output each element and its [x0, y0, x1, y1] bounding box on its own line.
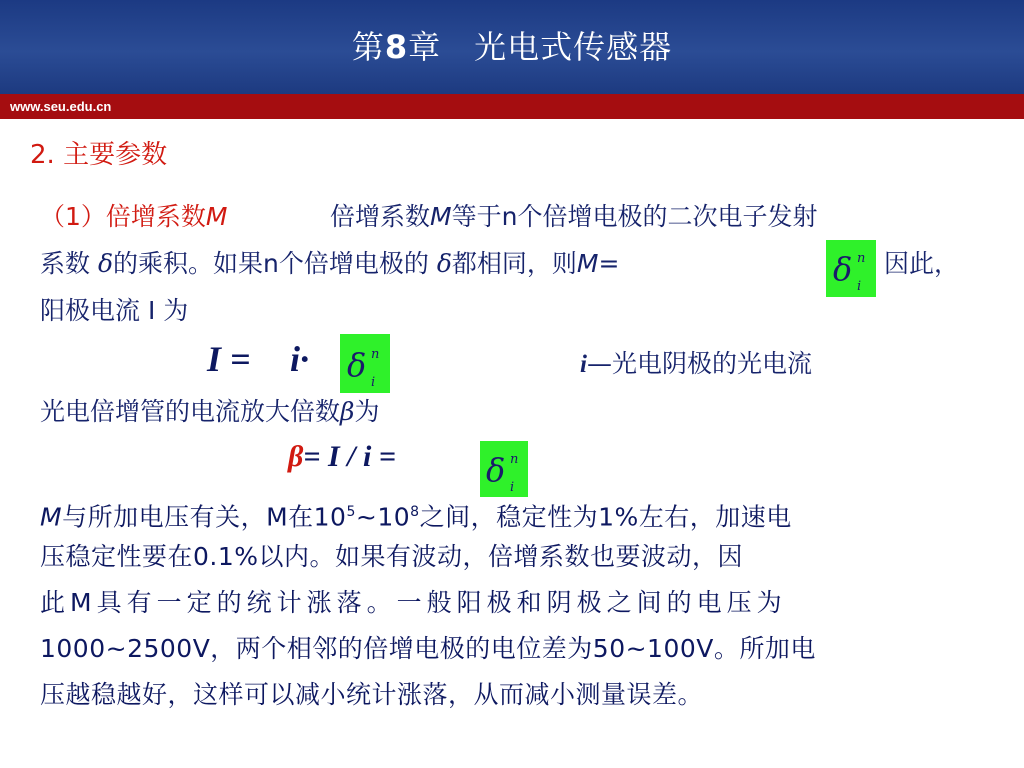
- chapter-number: 8: [384, 28, 409, 66]
- gain-definition: [330, 202, 817, 232]
- delta-base: δ: [486, 451, 506, 489]
- line2-d: 因此，: [884, 249, 960, 278]
- delta-symbol-2: δ: [436, 249, 452, 278]
- delta-base: δ: [347, 346, 367, 384]
- delta-power-box-3: [480, 441, 528, 497]
- amp-text: 光电倍增管的电流放大倍数: [40, 397, 341, 426]
- delta-sub: i: [857, 279, 862, 294]
- amp-beta: β: [340, 397, 355, 426]
- paragraph-line-1: [40, 497, 990, 532]
- para-sup-8: 8: [410, 504, 420, 520]
- amp-suffix: 为: [354, 397, 380, 426]
- note-text: —光电阴极的光电流: [586, 349, 812, 378]
- gain-line-3: 阳极电流 I 为: [40, 296, 189, 325]
- title-prefix: 第: [351, 28, 385, 66]
- line2-eq: =: [598, 249, 620, 278]
- formula-gain-rest: = I / i =: [303, 440, 396, 473]
- delta-symbol-1: δ: [97, 249, 114, 278]
- paragraph-line-2: 压稳定性要在0.1%以内。如果有波动，倍增系数也要波动，因: [40, 542, 744, 571]
- formula-current-rhs: i·: [290, 339, 310, 379]
- delta-base: δ: [833, 250, 853, 288]
- para-sup-5: 5: [346, 504, 356, 520]
- section-heading: 2. 主要参数: [30, 140, 168, 170]
- delta-power-formula: [340, 334, 390, 393]
- para-l1-c: 之间，稳定性为1%左右，加速电: [419, 502, 792, 532]
- delta-sup: n: [371, 347, 380, 362]
- formula-beta: β: [288, 440, 304, 473]
- delta-sub: i: [510, 480, 515, 495]
- line2-b: 的乘积。如果n个倍增电极的: [113, 249, 429, 278]
- paragraph-line-3: 此M具有一定的统计涨落。一般阳极和阴极之间的电压为: [40, 588, 787, 617]
- gain-label-m: M: [205, 202, 228, 231]
- page-title: [0, 0, 1024, 94]
- paragraph-line-4: 1000~2500V，两个相邻的倍增电极的电位差为50~100V。所加电: [40, 634, 816, 663]
- delta-sup: n: [857, 251, 866, 266]
- url-bar: [0, 94, 1024, 119]
- line2-a: 系数: [40, 249, 91, 278]
- gain-line-1: [40, 202, 228, 232]
- gain-def-rest: 等于n个倍增电极的二次电子发射: [451, 202, 818, 231]
- title-suffix: 章 光电式传感器: [408, 28, 673, 66]
- note-i: i: [580, 351, 587, 378]
- site-url: www.seu.edu.cn: [10, 99, 112, 114]
- delta-power-formula: [480, 441, 528, 497]
- photocurrent-note: [580, 349, 812, 380]
- delta-sub: i: [371, 375, 376, 390]
- delta-sup: n: [510, 452, 519, 467]
- formula-gain: [288, 440, 396, 474]
- para-m: M: [40, 502, 63, 532]
- line2-m: M: [576, 249, 599, 278]
- gain-def-m: M: [430, 202, 452, 231]
- line2-c: 都相同，则: [451, 249, 577, 278]
- delta-power-box-2: [340, 334, 390, 393]
- amplification-line: [40, 397, 379, 427]
- gain-label: （1）倍增系数: [40, 202, 206, 231]
- formula-current-lhs: I =: [207, 339, 251, 379]
- gain-def-text: 倍增系数: [330, 202, 431, 231]
- para-l1-b: ~10: [355, 502, 411, 532]
- delta-power-formula: [826, 240, 876, 297]
- delta-power-box-1: [826, 240, 876, 297]
- para-l1-a: 与所加电压有关，M在10: [62, 502, 347, 532]
- gain-line-2: [40, 249, 619, 279]
- paragraph-line-5: 压越稳越好，这样可以减小统计涨落，从而减小测量误差。: [40, 680, 704, 709]
